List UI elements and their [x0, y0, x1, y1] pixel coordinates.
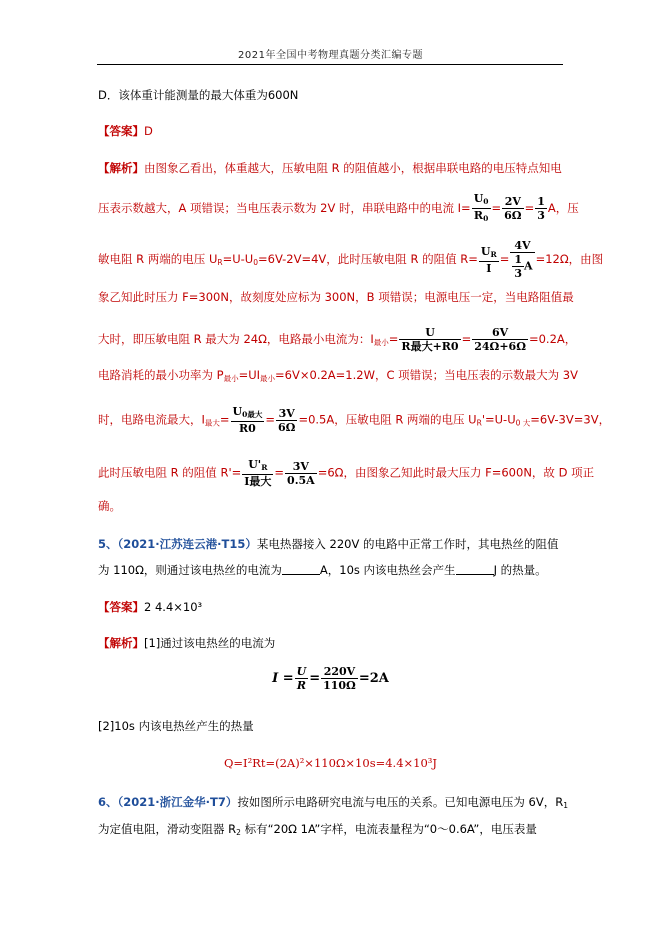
answer-blank[interactable] — [456, 564, 494, 575]
analysis-text: A，压 — [547, 201, 579, 215]
analysis-text: 此时压敏电阻 R 的阻值 R'= — [98, 465, 242, 480]
analysis-text: =6V-2V=4V，此时压敏电阻 R 的阻值 R= — [258, 252, 478, 266]
question-source: （2021·江苏连云港·T15） — [117, 537, 257, 551]
analysis-label: 【解析】 — [98, 636, 144, 650]
analysis-text: =UI — [238, 368, 261, 382]
question-6-line2: 为定值电阻，滑动变阻器 $R_2$ 标有“20Ω 1A”字样，电流表量程为“0～0.6A”，电压表量 — [98, 822, 537, 837]
analysis1-line1 — [98, 161, 562, 175]
analysis1-line3: 敏电阻 R 两端的电压 $U_R=U-U_0=6V-2V=4V$，此时压敏电阻 R 的阻值 R= $\frac{U_R}{I}$ = 4V $\frac{1}{3}$ A =12Ω，由图 — [98, 239, 604, 280]
fraction-2v-6ohm: $\frac{2V}{6\Omega}$ — [504, 195, 522, 222]
analysis-label: 【解析】 — [98, 161, 144, 175]
fraction-umax-r0: $\frac{U_{0最大}}{R0}$ — [232, 405, 263, 435]
question-source: （2021·浙江金华·T7） — [117, 795, 238, 809]
analysis-text: 时，电路电流最大，I — [98, 412, 205, 427]
answer-blank[interactable] — [282, 564, 320, 575]
answer-1 — [98, 124, 153, 138]
analysis-text: =6Ω，由图象乙知此时最大压力 F=600N，故 D 项正 — [317, 465, 595, 480]
answer-value: 2 4.4×10³ — [144, 600, 203, 614]
analysis1-line4: 象乙知此时压力 F=300N，故刻度处应标为 300N，B 项错误；电源电压一定，当电路阻值最 — [98, 290, 574, 304]
analysis-text: =0.5A，压敏电阻 R 两端的电压 U — [298, 412, 477, 427]
analysis1-line7: 时，电路电流最大，$I_{最大}=$ $\frac{U_{0最大}}{R0}$ = $\frac{3V}{6\Omega}$ =0.5A，压敏电阻 R 两端的电压 $U_R'=U-U_{0 大}=6V-3V=3V$， — [98, 405, 611, 435]
current-formula: I = $\frac{U}{R}$ = $\frac{220V}{110\Omega}$ =2A — [272, 665, 389, 692]
analysis1-line9: 确。 — [98, 499, 121, 513]
question-text: A，10s 内该电热丝会产生 — [319, 563, 456, 577]
analysis-text: 电路消耗的最小功率为 P — [98, 368, 224, 382]
question-text: 为定值电阻，滑动变阻器 R — [98, 822, 237, 836]
question-number: 6、 — [98, 795, 118, 809]
answer-label: 【答案】 — [98, 124, 144, 138]
analysis-text: '=U-U — [481, 412, 516, 427]
header-rule — [97, 64, 563, 65]
question-6-line1: 6、（2021·浙江金华·T7）按如图所示电路研究电流与电压的关系。已知电源电压为 6V，$R_1$ — [98, 795, 568, 810]
analysis-5-line2: [2]10s 内该电热丝产生的热量 — [98, 719, 254, 733]
analysis-text: [1]通过该电热丝的电流为 — [144, 636, 276, 650]
analysis-text: 大时，即压敏电阻 R 最大为 24Ω，电路最小电流为：I — [98, 332, 374, 346]
analysis-text: =0.2A， — [528, 332, 577, 346]
question-text: 为 110Ω，则通过该电热丝的电流为 — [98, 563, 282, 577]
fraction-ur-imax: $\frac{U'_R}{\text{I最大}}$ — [244, 458, 272, 488]
question-5-line2 — [98, 563, 547, 577]
analysis-text: 压表示数越大，A 项错误；当电压表示数为 2V 时，串联电路中的电流 I= — [98, 201, 471, 215]
analysis1-line8: 此时压敏电阻 R 的阻值 R'= $\frac{U'_R}{\text{I最大}}$ = $\frac{3V}{0.5A}$ =6Ω，由图象乙知此时最大压力 F=600N，故 D 项正 — [98, 458, 595, 488]
fraction-4v-third-a: 4V $\frac{1}{3}$ A — [510, 239, 534, 280]
analysis-text: =U-U — [222, 252, 254, 266]
fraction-u0-r0: $\frac{U_0}{R_0}$ — [473, 192, 489, 223]
analysis-text: =12Ω，由图 — [535, 252, 604, 266]
answer-label: 【答案】 — [98, 600, 144, 614]
fraction-3v-05a: $\frac{3V}{0.5A}$ — [287, 459, 315, 487]
fraction-3v-6ohm: $\frac{3V}{6\Omega}$ — [277, 406, 296, 434]
analysis-text: =6V-3V=3V， — [530, 412, 611, 427]
analysis1-line6: 电路消耗的最小功率为 $P_{最小}=UI_{最小}=6V\times 0.2A=1.2W$，C 项错误；当电压表的示数最大为 3V — [98, 368, 578, 383]
option-d: D．该体重计能测量的最大体重为600N — [98, 88, 299, 102]
analysis-text: =6V×0.2A=1.2W，C 项错误；当电压表的示数最大为 3V — [275, 368, 578, 382]
question-number: 5、 — [98, 537, 118, 551]
fraction-6v-30ohm: $\frac{6V}{24\Omega+6\Omega}$ — [474, 326, 526, 353]
analysis-text: 由图象乙看出，体重越大，压敏电阻 R 的阻值越小，根据串联电路的电压特点知电 — [144, 161, 562, 175]
question-text: 标有“20Ω 1A”字样，电流表量程为“0～0.6A”，电压表量 — [240, 822, 537, 836]
fraction-u-rmax-r0: $\frac{U}{\text{R最大+R0}}$ — [401, 326, 459, 353]
page-header: 2021年全国中考物理真题分类汇编专题 — [238, 50, 423, 61]
heat-formula: Q=I²Rt=(2A)²×110Ω×10s=4.4×10³J — [223, 756, 438, 770]
answer-5 — [98, 600, 202, 614]
analysis1-line2: 压表示数越大，A 项错误；当电压表示数为 2V 时，串联电路中的电流 I= $\frac{U_0}{R_0}$ = $\frac{2V}{6\Omega}$ = $\frac{1}{3}$ A，压 — [98, 192, 579, 223]
question-text: J 的热量。 — [493, 563, 547, 577]
subscript: 最小 — [373, 338, 389, 347]
question-5-line1 — [98, 537, 559, 551]
analysis1-line5: 大时，即压敏电阻 R 最大为 24Ω，电路最小电流为：$I_{最小}=$ $\frac{U}{\text{R最大+R0}}$ = $\frac{6V}{24\Omega+6\Omega}$ =0.2A， — [98, 326, 577, 353]
fraction-u-r: $\frac{U}{R}$ — [296, 665, 307, 692]
fraction-one-third: $\frac{1}{3}$ — [537, 195, 545, 222]
answer-value: D — [144, 124, 153, 138]
question-text: 按如图所示电路研究电流与电压的关系。已知电源电压为 6V，R — [237, 795, 564, 809]
fraction-ur-i: $\frac{U_R}{I}$ — [480, 244, 497, 275]
fraction-220v-110ohm: $\frac{220V}{110\Omega}$ — [323, 665, 356, 692]
analysis-5-line1 — [98, 636, 275, 650]
analysis-text: 敏电阻 R 两端的电压 U — [98, 252, 218, 266]
question-text: 某电热器接入 220V 的电路中正常工作时，其电热丝的阻值 — [256, 537, 559, 551]
